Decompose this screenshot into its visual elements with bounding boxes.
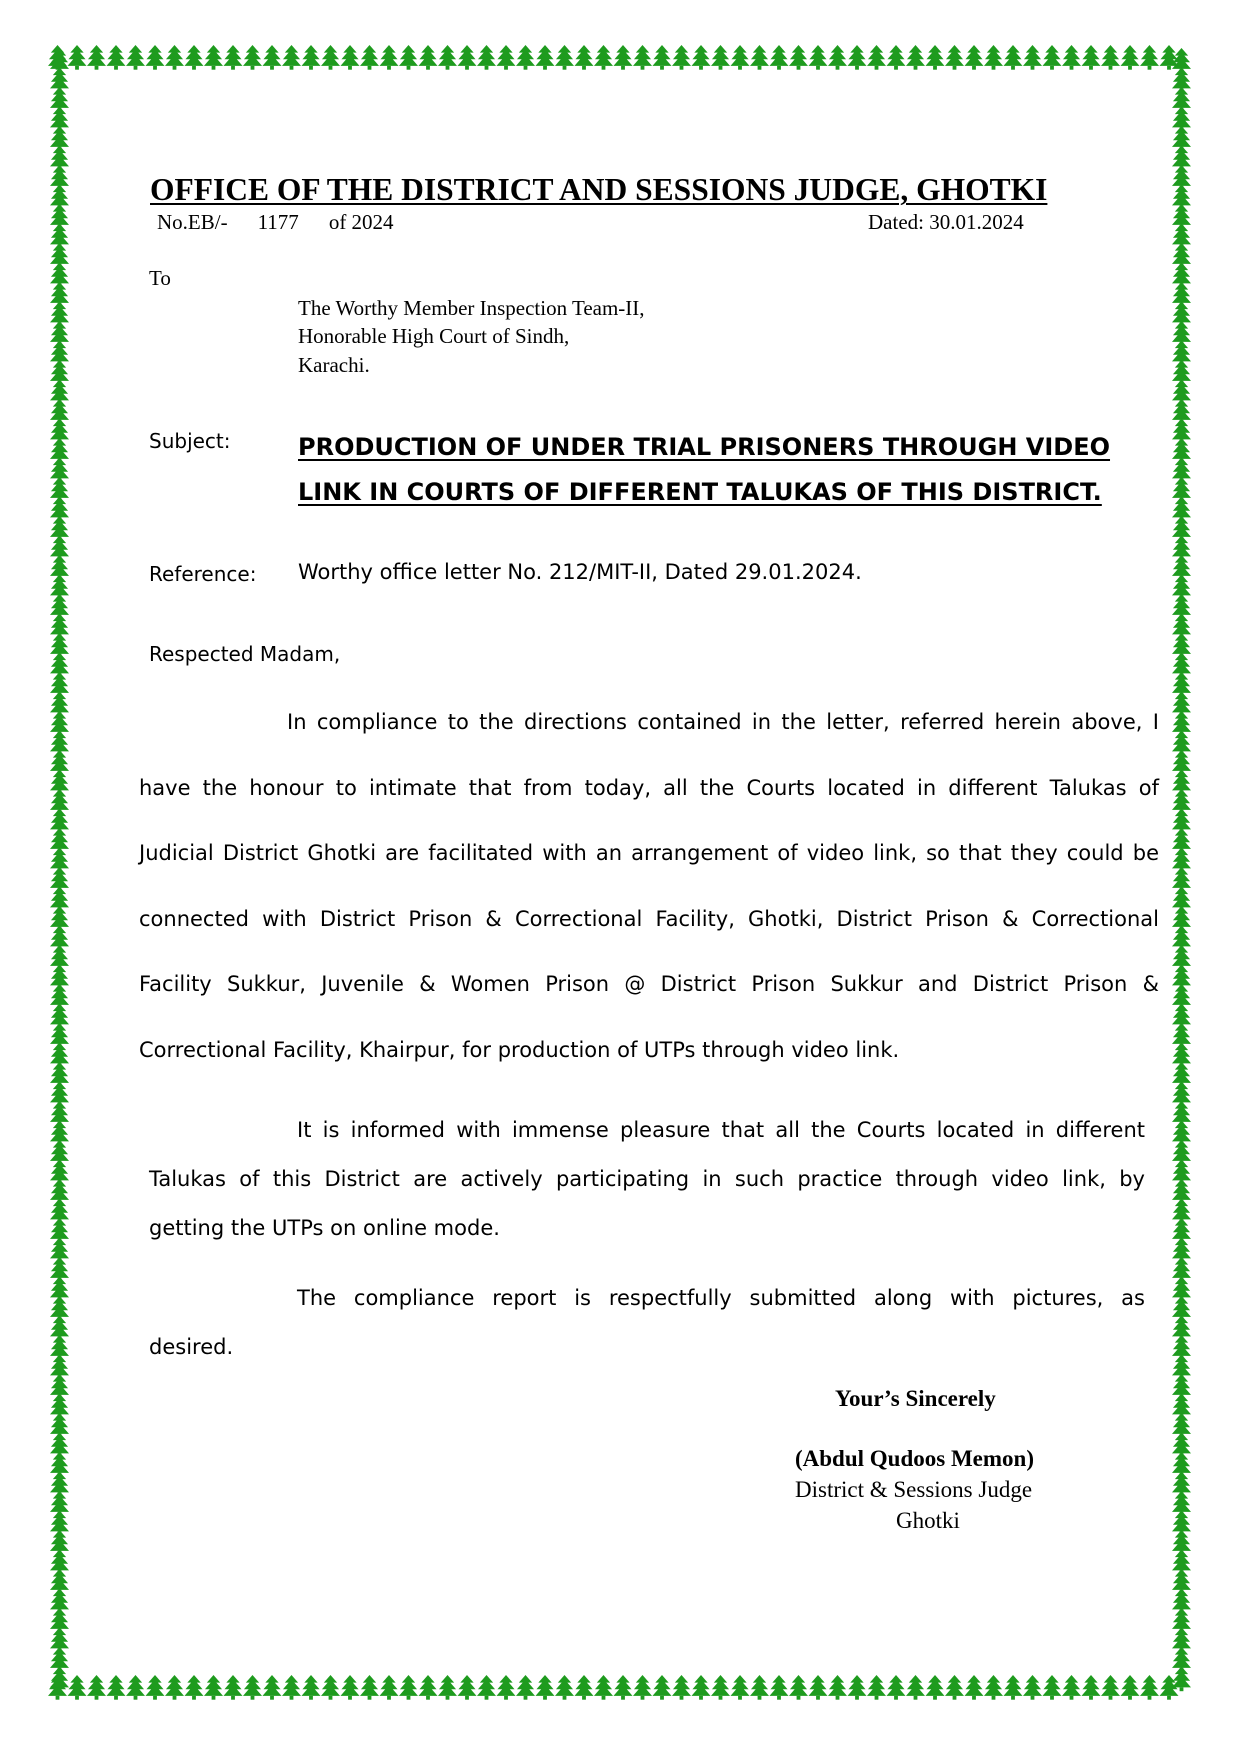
tree-icon xyxy=(126,45,145,70)
tree-icon xyxy=(867,1675,886,1700)
tree-icon xyxy=(419,45,438,70)
tree-icon xyxy=(224,45,243,70)
tree-icon xyxy=(906,1675,925,1700)
tree-icon xyxy=(887,45,906,70)
tree-icon xyxy=(555,1675,574,1700)
tree-icon xyxy=(536,45,555,70)
tree-icon xyxy=(458,45,477,70)
tree-icon xyxy=(633,45,652,70)
letter-number-suffix: of 2024 xyxy=(328,210,394,234)
tree-icon xyxy=(302,1675,321,1700)
tree-icon xyxy=(770,45,789,70)
tree-icon xyxy=(653,1675,672,1700)
paragraph-line: Talukas of this District are actively participating in such practice through video link, by xyxy=(149,1167,1145,1191)
tree-icon xyxy=(204,45,223,70)
tree-icon xyxy=(770,1675,789,1700)
tree-icon xyxy=(107,1675,126,1700)
paragraph-line: desired. xyxy=(149,1335,234,1359)
tree-icon xyxy=(477,45,496,70)
tree-icon xyxy=(692,45,711,70)
tree-icon xyxy=(204,1675,223,1700)
tree-icon xyxy=(263,1675,282,1700)
tree-icon xyxy=(516,1675,535,1700)
tree-icon xyxy=(614,1675,633,1700)
tree-icon xyxy=(87,1675,106,1700)
tree-icon xyxy=(945,1675,964,1700)
tree-icon xyxy=(380,45,399,70)
tree-icon xyxy=(848,1675,867,1700)
tree-icon xyxy=(380,1675,399,1700)
tree-icon xyxy=(399,45,418,70)
tree-icon xyxy=(750,45,769,70)
letter-number-value: 1177 xyxy=(257,210,299,234)
addressee-line-1: The Worthy Member Inspection Team-II, xyxy=(298,296,645,320)
tree-icon xyxy=(653,45,672,70)
tree-icon xyxy=(1043,45,1062,70)
tree-icon xyxy=(633,1675,652,1700)
body-paragraph-3 xyxy=(149,1274,1145,1372)
closing: Your’s Sincerely xyxy=(835,1386,996,1411)
tree-icon xyxy=(243,45,262,70)
tree-icon xyxy=(926,1675,945,1700)
to-label: To xyxy=(149,266,171,290)
tree-icon xyxy=(341,45,360,70)
tree-icon xyxy=(282,45,301,70)
body-paragraph-1 xyxy=(139,690,1159,1083)
tree-icon xyxy=(321,1675,340,1700)
tree-icon xyxy=(302,45,321,70)
tree-icon-column xyxy=(1168,48,1196,1702)
tree-icon xyxy=(1101,1675,1120,1700)
tree-icon xyxy=(555,45,574,70)
tree-icon xyxy=(1082,1675,1101,1700)
tree-icon xyxy=(692,1675,711,1700)
tree-icon xyxy=(809,45,828,70)
tree-icon xyxy=(965,45,984,70)
tree-icon xyxy=(50,1667,69,1692)
tree-icon xyxy=(789,1675,808,1700)
tree-icon xyxy=(945,45,964,70)
tree-icon xyxy=(1140,45,1159,70)
tree-icon xyxy=(146,1675,165,1700)
letter-number xyxy=(157,210,394,235)
addressee-line-2: Honorable High Court of Sindh, xyxy=(298,324,570,348)
tree-icon xyxy=(789,45,808,70)
tree-icon xyxy=(185,45,204,70)
tree-icon xyxy=(107,45,126,70)
paragraph-line: getting the UTPs on online mode. xyxy=(149,1216,500,1240)
tree-icon xyxy=(984,1675,1003,1700)
tree-icon xyxy=(711,1675,730,1700)
tree-icon xyxy=(1121,1675,1140,1700)
tree-icon-row xyxy=(48,44,1196,72)
tree-icon xyxy=(731,45,750,70)
signer-place: Ghotki xyxy=(896,1508,960,1533)
tree-icon xyxy=(575,45,594,70)
tree-icon xyxy=(1023,1675,1042,1700)
tree-icon xyxy=(399,1675,418,1700)
paragraph-line: Correctional Facility, Khairpur, for production of UTPs through video link. xyxy=(139,1037,900,1062)
paragraph-line: connected with District Prison & Correctional Facility, Ghotki, District Prison & Correctional xyxy=(139,906,1159,931)
paragraph-line: Facility Sukkur, Juvenile & Women Prison @ District Prison Sukkur and District Prison & xyxy=(139,972,1159,996)
tree-icon-row xyxy=(48,1674,1196,1702)
tree-icon xyxy=(906,45,925,70)
tree-icon xyxy=(594,45,613,70)
tree-icon xyxy=(419,1675,438,1700)
reference-text: Worthy office letter No. 212/MIT-II, Dated 29.01.2024. xyxy=(298,560,862,584)
tree-icon xyxy=(1004,1675,1023,1700)
signer-name: (Abdul Qudoos Memon) xyxy=(795,1446,1034,1471)
border-left xyxy=(46,48,74,1702)
tree-icon xyxy=(1062,45,1081,70)
tree-icon xyxy=(165,1675,184,1700)
tree-icon xyxy=(828,1675,847,1700)
signer-title: District & Sessions Judge xyxy=(795,1477,1033,1502)
tree-icon xyxy=(146,45,165,70)
tree-icon xyxy=(1140,1675,1159,1700)
border-top xyxy=(48,44,1196,72)
letter-date: Dated: 30.01.2024 xyxy=(868,210,1024,234)
subject-text: PRODUCTION OF UNDER TRIAL PRISONERS THROUGH VIDEO LINK IN COURTS OF DIFFERENT TALUKAS OF THIS DISTRICT. xyxy=(298,433,1111,506)
tree-icon xyxy=(185,1675,204,1700)
tree-icon xyxy=(1101,45,1120,70)
tree-icon xyxy=(984,45,1003,70)
tree-icon xyxy=(126,1675,145,1700)
tree-icon xyxy=(224,1675,243,1700)
page-title: OFFICE OF THE DISTRICT AND SESSIONS JUDGE, GHOTKI xyxy=(150,172,1048,207)
tree-icon xyxy=(926,45,945,70)
tree-icon xyxy=(536,1675,555,1700)
tree-icon xyxy=(360,1675,379,1700)
tree-icon xyxy=(575,1675,594,1700)
tree-icon xyxy=(321,45,340,70)
tree-icon xyxy=(711,45,730,70)
border-right xyxy=(1168,48,1196,1702)
tree-icon xyxy=(516,45,535,70)
tree-icon xyxy=(360,45,379,70)
tree-icon xyxy=(87,45,106,70)
body-paragraph-2 xyxy=(149,1106,1145,1253)
subject-label: Subject: xyxy=(149,429,231,453)
paragraph-line: The compliance report is respectfully submitted along with pictures, as xyxy=(297,1286,1145,1310)
tree-icon xyxy=(477,1675,496,1700)
tree-icon xyxy=(497,1675,516,1700)
tree-icon xyxy=(828,45,847,70)
salutation: Respected Madam, xyxy=(149,642,341,666)
tree-icon xyxy=(263,45,282,70)
tree-icon xyxy=(887,1675,906,1700)
tree-icon xyxy=(672,1675,691,1700)
tree-icon xyxy=(1082,45,1101,70)
tree-icon xyxy=(1023,45,1042,70)
tree-icon xyxy=(458,1675,477,1700)
tree-icon xyxy=(438,45,457,70)
tree-icon xyxy=(731,1675,750,1700)
tree-icon-column xyxy=(46,48,74,1702)
tree-icon xyxy=(809,1675,828,1700)
tree-icon xyxy=(438,1675,457,1700)
paragraph-line: In compliance to the directions contained in the letter, referred herein above, I xyxy=(287,710,1159,734)
paragraph-line: have the honour to intimate that from today, all the Courts located in different Talukas of xyxy=(139,775,1159,800)
border-bottom xyxy=(48,1674,1196,1702)
tree-icon xyxy=(341,1675,360,1700)
tree-icon xyxy=(1043,1675,1062,1700)
tree-icon xyxy=(1121,45,1140,70)
paragraph-line: It is informed with immense pleasure that all the Courts located in different xyxy=(297,1118,1145,1142)
tree-icon xyxy=(614,45,633,70)
tree-icon xyxy=(497,45,516,70)
tree-icon xyxy=(165,45,184,70)
tree-icon xyxy=(1062,1675,1081,1700)
letter-number-prefix: No.EB/- xyxy=(157,210,228,234)
tree-icon xyxy=(1004,45,1023,70)
tree-icon xyxy=(282,1675,301,1700)
tree-icon xyxy=(750,1675,769,1700)
tree-icon xyxy=(672,45,691,70)
reference-label: Reference: xyxy=(149,562,257,586)
tree-icon xyxy=(594,1675,613,1700)
addressee-line-3: Karachi. xyxy=(298,353,370,377)
tree-icon xyxy=(1172,1667,1191,1692)
tree-icon xyxy=(867,45,886,70)
tree-icon xyxy=(965,1675,984,1700)
paragraph-line: Judicial District Ghotki are facilitated with an arrangement of video link, so that they could be xyxy=(139,841,1159,865)
tree-icon xyxy=(243,1675,262,1700)
tree-icon xyxy=(848,45,867,70)
